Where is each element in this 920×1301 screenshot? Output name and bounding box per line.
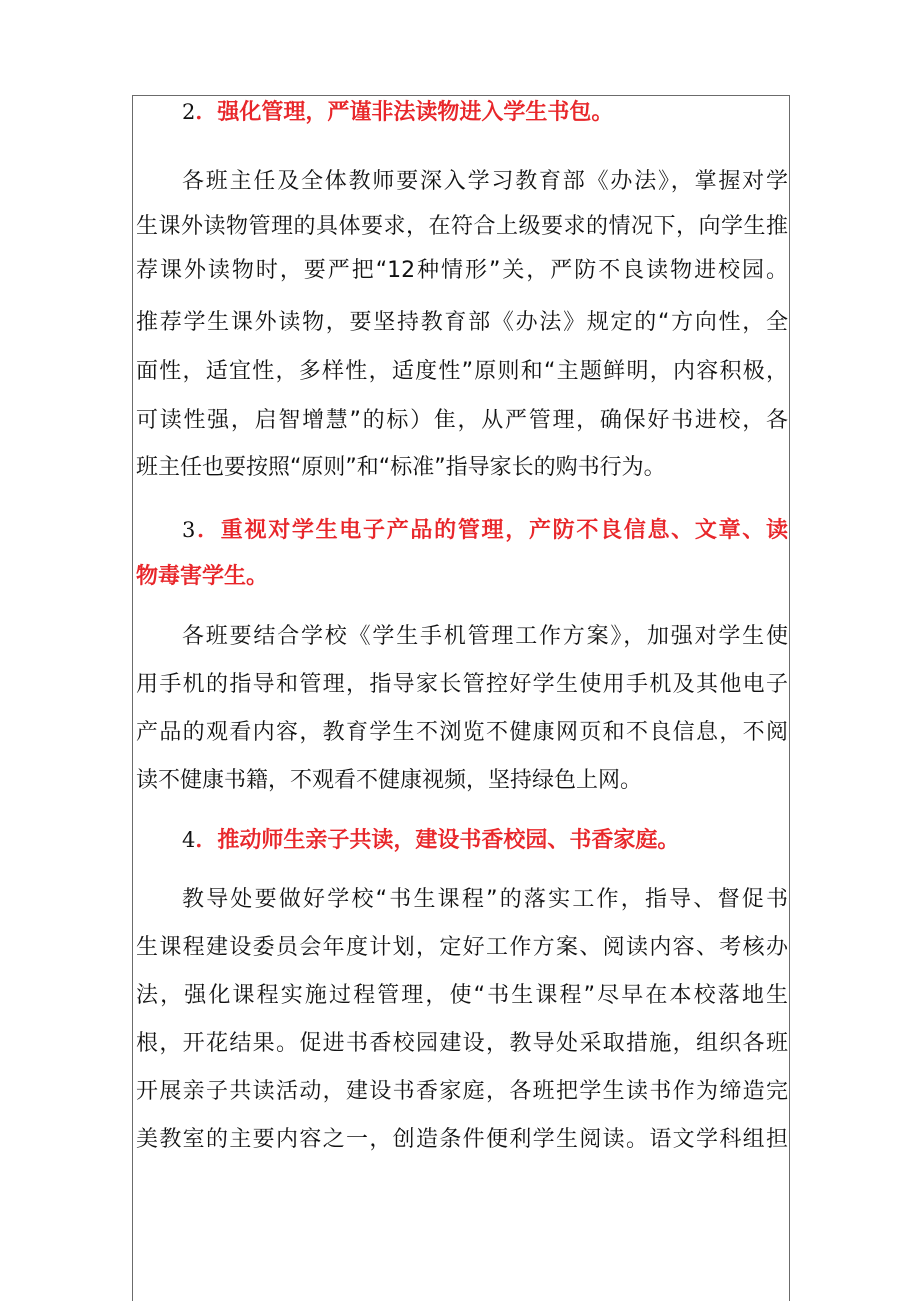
paragraph-line: 各班主任及全体教师要深入学习教育部《办法》，掌握对学 bbox=[182, 169, 788, 194]
paragraph-line: 教导处要做好学校“书生课程”的落实工作，指导、督促书 bbox=[182, 887, 788, 912]
heading-text: ．重视对学生电子产品的管理，产防不良信息、文章、读 bbox=[195, 518, 788, 543]
paragraph-line: 生课程建设委员会年度计划，定好工作方案、阅读内容、考核办 bbox=[136, 935, 788, 960]
section-3-heading bbox=[136, 510, 788, 550]
section-number: 2 bbox=[182, 100, 196, 124]
paragraph-line: 可读性强，启智增慧”的标）隹，从严管理，确保好书进校，各 bbox=[136, 408, 788, 433]
paragraph-line: 荐课外读物时，要严把“12种情形”关，严防不良读物进校园。 bbox=[136, 258, 788, 283]
paragraph-line: 生课外读物管理的具体要求，在符合上级要求的情况下，向学生推 bbox=[136, 214, 788, 239]
paragraph-line: 用手机的指导和管理，指导家长管控好学生使用手机及其他电子 bbox=[136, 672, 788, 697]
section-number: 3 bbox=[182, 518, 196, 542]
paragraph-line: 班主任也要按照“原则”和“标准”指导家长的购书行为。 bbox=[136, 455, 666, 480]
heading-text: ．推动师生亲子共读，建设书香校园、书香家庭。 bbox=[195, 828, 680, 853]
paragraph-line: 读不健康书籍，不观看不健康视频，坚持绿色上网。 bbox=[136, 768, 643, 793]
paragraph-line: 开展亲子共读活动，建设书香家庭，各班把学生读书作为缔造完 bbox=[136, 1079, 788, 1104]
paragraph-line: 美教室的主要内容之一，创造条件便利学生阅读。语文学科组担 bbox=[136, 1127, 788, 1152]
section-3-heading-cont: 物毒害学生。 bbox=[136, 564, 269, 589]
paragraph-line: 面性，适宜性，多样性，适度性”原则和“主题鲜明，内容积极， bbox=[136, 359, 788, 384]
heading-text: ．强化管理，严谨非法读物进入学生书包。 bbox=[195, 100, 614, 125]
section-4-heading bbox=[136, 820, 788, 860]
paragraph-line: 法，强化课程实施过程管理，使“书生课程”尽早在本校落地生 bbox=[136, 983, 788, 1008]
paragraph-line: 推荐学生课外读物，要坚持教育部《办法》规定的“方向性，全 bbox=[136, 310, 788, 335]
paragraph-line: 根，开花结果。促进书香校园建设，教导处采取措施，组织各班 bbox=[136, 1031, 788, 1056]
section-number: 4 bbox=[182, 828, 196, 852]
section-2-heading bbox=[136, 92, 788, 132]
paragraph-line: 产品的观看内容，教育学生不浏览不健康网页和不良信息，不阅 bbox=[136, 720, 788, 745]
paragraph-line: 各班要结合学校《学生手机管理工作方案》，加强对学生使 bbox=[182, 624, 788, 649]
